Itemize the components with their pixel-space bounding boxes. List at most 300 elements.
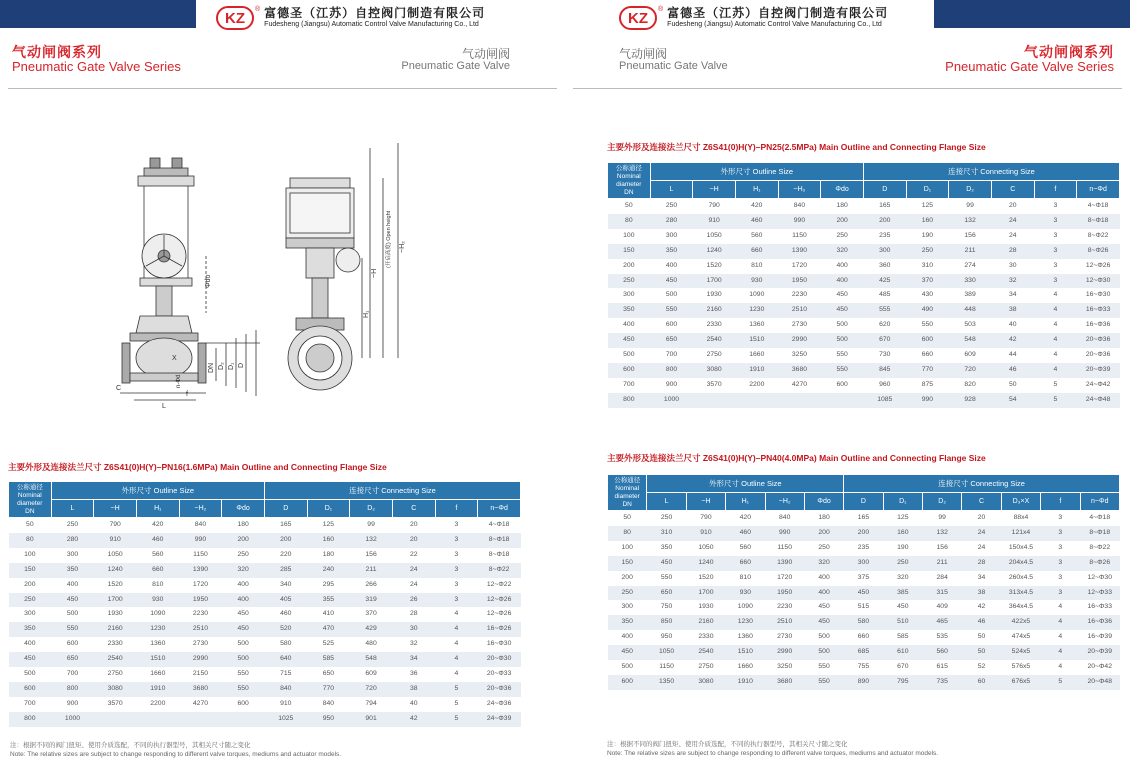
table-cell: 8~Φ22 [1087, 231, 1109, 239]
table-row [608, 660, 1120, 675]
table-cell: 125 [322, 521, 335, 528]
table-cell: 420 [152, 521, 164, 528]
footnote [607, 740, 938, 758]
table-cell: 670 [863, 333, 906, 348]
table-cell: 550 [818, 663, 830, 671]
table-cell: 450 [9, 652, 52, 667]
table-cell: 8~Φ18 [488, 550, 510, 558]
table-cell: 42 [977, 603, 986, 611]
table-cell: 16~Φ39 [1087, 633, 1112, 641]
table-cell: 3680 [765, 675, 804, 690]
table-cell: 24 [392, 563, 435, 578]
table-cell: 204x4.5 [1001, 556, 1040, 571]
table-cell: 700 [66, 670, 79, 678]
table-cell: 54 [991, 393, 1034, 408]
table-cell: 38 [962, 586, 1001, 601]
column-header: ~H₂ [765, 493, 804, 511]
table-cell: 1520 [698, 573, 714, 581]
table-cell: 1000 [51, 712, 94, 727]
table-row [608, 393, 1120, 408]
table-cell: 1700 [686, 586, 725, 601]
table-cell: 8~Φ18 [478, 533, 521, 548]
table-row [608, 229, 1120, 244]
company-name-en: Fudesheng (Jiangsu) Automatic Control Valve Manufacturing Co., Ltd [667, 21, 882, 28]
table-cell: 1510 [726, 645, 765, 660]
column-header: Φdo [821, 181, 864, 199]
column-header: ~H [686, 493, 725, 511]
table-cell: 1910 [726, 675, 765, 690]
table-cell: 500 [623, 351, 635, 359]
table-row [608, 363, 1120, 378]
table-cell: 755 [857, 663, 870, 671]
table-cell: 4 [1053, 321, 1058, 329]
header-bar [0, 0, 196, 28]
table-cell: 132 [350, 533, 393, 548]
table-cell: 385 [883, 586, 922, 601]
registered-mark-icon: ® [658, 6, 664, 13]
table-cell: 3 [1053, 202, 1058, 209]
table-row [608, 199, 1120, 214]
table-cell: 60 [962, 675, 1001, 690]
table-cell: 300 [665, 231, 678, 239]
label-d2: D₂ [218, 362, 225, 370]
table-row [608, 615, 1120, 630]
table-cell: 5 [435, 682, 478, 697]
table-cell: 560 [739, 543, 751, 551]
table-cell: 615 [936, 663, 948, 671]
table-cell: 284 [936, 573, 948, 581]
table-cell: 180 [818, 514, 830, 521]
table-cell: 800 [51, 682, 94, 697]
table-cell: 2200 [749, 380, 765, 388]
table-cell: 1950 [778, 274, 821, 289]
table-cell: 16~Φ36 [1080, 615, 1120, 630]
table-cell: 16~Φ30 [486, 640, 512, 648]
table-cell: 800 [608, 393, 651, 408]
column-header: n~Φd [1080, 493, 1120, 511]
company-logo [216, 6, 485, 30]
table-cell: 650 [322, 670, 335, 678]
table-cell: 500 [836, 321, 848, 329]
table-cell: 132 [949, 214, 992, 229]
table-cell: 2160 [686, 615, 725, 630]
table-cell: 790 [109, 521, 121, 528]
label-x: X [172, 355, 177, 362]
table-cell: 4 [454, 670, 459, 678]
table-cell: 250 [237, 550, 249, 558]
table-cell: 1025 [264, 712, 307, 727]
table-cell: 200 [264, 533, 307, 548]
table-cell: 1660 [737, 663, 753, 671]
table-cell: 400 [621, 633, 633, 641]
table-cell: 2730 [791, 321, 808, 329]
table-cell: 3 [435, 593, 478, 608]
series-title-cn: 气动闸阀系列 [12, 44, 102, 60]
table-cell: 20 [1008, 202, 1017, 209]
table-cell: 300 [66, 550, 79, 558]
label-l: L [162, 403, 166, 410]
table-cell: 20~Φ48 [1080, 675, 1120, 690]
subtitle-cn: 气动闸阀 [619, 47, 668, 61]
table-cell: 300 [863, 244, 906, 259]
table-cell: 550 [650, 303, 693, 318]
table-cell: 500 [222, 652, 265, 667]
table-cell: 44 [1008, 351, 1017, 359]
table-body [9, 518, 521, 727]
table-cell: 125 [897, 514, 909, 521]
table-cell: 3 [454, 521, 459, 528]
spec-table-pn25 [607, 162, 1120, 408]
table-cell: 640 [264, 652, 307, 667]
table-cell: 500 [66, 610, 79, 618]
table-cell: 422x5 [1001, 615, 1040, 630]
table-cell: 24 [991, 214, 1034, 229]
table-cell: 1520 [706, 261, 722, 269]
subtitle-en: Pneumatic Gate Valve [401, 60, 510, 72]
table-cell: 2230 [791, 291, 808, 299]
table-cell: 700 [623, 380, 635, 388]
column-header: f [1034, 181, 1077, 199]
table-cell: 150x4.5 [1008, 543, 1034, 551]
table-cell: 295 [322, 580, 335, 588]
table-cell: 685 [844, 645, 883, 660]
table-cell: 1520 [107, 580, 123, 588]
column-header: H₁ [726, 493, 765, 511]
table-cell: 16~Φ26 [478, 622, 521, 637]
table-cell: 4 [1058, 663, 1063, 671]
table-row [608, 556, 1120, 571]
table-row [608, 571, 1120, 586]
table-cell: 4 [1034, 303, 1077, 318]
table-cell: 250 [9, 593, 52, 608]
table-cell: 8~Φ22 [1089, 543, 1111, 551]
header-bar [934, 0, 1130, 28]
table-cell: 660 [921, 351, 934, 359]
table-cell: 3 [454, 550, 459, 558]
table-cell: 24~Φ42 [1085, 380, 1111, 388]
table-cell: 2750 [107, 670, 123, 678]
label-h1: H₁ [363, 310, 370, 318]
table-cell: 2330 [706, 321, 722, 329]
table-cell: 1510 [136, 652, 179, 667]
nominal-header-line: 公称通径 [16, 483, 43, 491]
table-cell: 3 [1034, 244, 1077, 259]
table-cell: 580 [280, 640, 292, 648]
table-title-pn25: 主要外形及连接法兰尺寸 Z6S41(0)H(Y)–PN25(2.5MPa) Main Outline and Connecting Flange Size [607, 142, 986, 152]
table-cell: 610 [883, 645, 922, 660]
table-cell: 770 [906, 363, 949, 378]
table-row [9, 667, 521, 682]
table-cell: 520 [264, 622, 307, 637]
table-cell: 400 [836, 261, 848, 269]
table-cell: 485 [879, 291, 891, 299]
label-f: f [186, 391, 188, 398]
table-cell: 180 [836, 202, 848, 209]
table-cell: 1230 [735, 303, 778, 318]
table-cell: 2540 [693, 333, 736, 348]
label-h: ~H [371, 268, 378, 278]
nominal-header-line: 公称通径 [615, 164, 642, 172]
table-cell: 700 [665, 351, 678, 359]
table-cell: 20~Φ39 [1077, 363, 1120, 378]
table-cell: 2230 [777, 603, 793, 611]
table-cell: 2200 [150, 699, 166, 707]
table-cell: 150 [608, 244, 651, 259]
label-d: D [238, 362, 245, 368]
company-name-cn: 富德圣（江苏）自控阀门制造有限公司 [667, 6, 889, 20]
table-cell: 50 [26, 521, 34, 528]
table-cell: 46 [962, 615, 1001, 630]
table-cell: 211 [350, 563, 393, 578]
table-cell: 4270 [192, 699, 209, 707]
table-cell: 1510 [735, 333, 778, 348]
table-cell: 715 [280, 670, 292, 678]
table-cell: 250 [608, 274, 651, 289]
table-cell: 8~Φ22 [478, 563, 521, 578]
table-cell: 3 [1053, 261, 1058, 269]
table-cell: 3 [454, 580, 459, 588]
table-cell: 160 [906, 214, 949, 229]
table-cell: 1930 [698, 603, 714, 611]
table-cell: 1050 [698, 543, 714, 551]
table-cell [94, 712, 137, 727]
subtitle-en: Pneumatic Gate Valve [619, 60, 728, 72]
header-divider [573, 88, 1122, 89]
table-cell: 548 [350, 652, 393, 667]
table-cell: 100 [623, 231, 635, 239]
table-cell: 460 [280, 610, 292, 618]
table-cell: 250 [660, 514, 673, 521]
table-cell: 200 [623, 261, 635, 269]
series-title-en: Pneumatic Gate Valve Series [12, 59, 181, 74]
table-cell: 30 [1008, 261, 1017, 269]
table-cell: 80 [9, 533, 52, 548]
table-cell: 330 [949, 274, 992, 289]
table-cell: 160 [307, 533, 350, 548]
table-cell: 300 [844, 556, 883, 571]
table-cell: 4~Φ18 [1089, 514, 1111, 521]
table-cell: 220 [280, 550, 292, 558]
table-cell: 42 [991, 333, 1034, 348]
table-cell: 450 [836, 291, 848, 299]
table-cell: 820 [964, 380, 976, 388]
table-cell: 42 [392, 712, 435, 727]
column-header: D₁ [883, 493, 922, 511]
table-cell: 930 [726, 586, 765, 601]
table-cell: 1660 [749, 351, 765, 359]
table-cell: 515 [857, 603, 870, 611]
table-row [9, 518, 521, 533]
table-row [608, 288, 1120, 303]
table-cell: 8~Φ18 [1077, 214, 1120, 229]
table-cell: 370 [906, 274, 949, 289]
table-cell: 12~Φ33 [1080, 586, 1120, 601]
table-cell: 350 [608, 615, 647, 630]
table-cell [821, 393, 864, 408]
table-cell: 450 [222, 622, 265, 637]
label-h2: ~H₂ [399, 241, 406, 253]
column-header: H₁ [735, 181, 778, 199]
table-cell: 1240 [94, 563, 137, 578]
table-cell: 3 [1034, 274, 1077, 289]
table-row [608, 600, 1120, 615]
table-cell: 200 [24, 580, 36, 588]
table-cell: 20~Φ42 [1087, 663, 1112, 671]
table-cell: 285 [264, 563, 307, 578]
table-cell: 2330 [698, 633, 714, 641]
table-row [608, 333, 1120, 348]
table-cell: 300 [621, 603, 633, 611]
table-cell: 720 [949, 363, 992, 378]
table-row [9, 637, 521, 652]
table-row [608, 348, 1120, 363]
table-cell: 448 [949, 303, 992, 318]
header-row [608, 163, 1120, 181]
table-cell: 370 [365, 610, 377, 618]
table-cell: 20 [409, 521, 418, 528]
table-cell: 5 [1034, 393, 1077, 408]
table-cell: 465 [923, 615, 962, 630]
table-cell: 5 [1041, 675, 1080, 690]
table-cell: 4~Φ18 [1087, 202, 1109, 209]
table-cell: 2540 [94, 652, 137, 667]
table-cell: 12~Φ26 [478, 593, 521, 608]
table-cell: 12~Φ26 [486, 610, 512, 618]
table-cell: 450 [650, 274, 693, 289]
table-cell: 3080 [686, 675, 725, 690]
table-cell: 3 [435, 563, 478, 578]
footnote [10, 741, 341, 759]
column-header: D₃×X [1001, 493, 1040, 511]
table-cell: 910 [693, 214, 736, 229]
table-cell: 450 [51, 593, 94, 608]
table-cell: 400 [237, 580, 249, 588]
table-cell: 320 [804, 556, 843, 571]
table-cell: 609 [964, 351, 976, 359]
table-cell: 600 [836, 380, 848, 388]
table-cell: 910 [686, 526, 725, 541]
table-cell: 600 [66, 640, 79, 648]
table-cell: 2150 [192, 670, 209, 678]
footnote-en: Note: The relative sizes are subject to change responding to different valve torques, mediums and actuator models. [10, 751, 342, 758]
table-cell: 450 [804, 615, 843, 630]
table-cell: 950 [660, 633, 673, 641]
table-cell: 24 [409, 580, 418, 588]
table-cell: 250 [818, 543, 830, 551]
table-cell: 500 [818, 633, 830, 641]
label-d1: D₁ [228, 362, 235, 370]
table-row [9, 622, 521, 637]
outline-size-header: 外形尺寸 Outline Size [647, 475, 844, 493]
table-cell: 2230 [192, 610, 209, 618]
nominal-header-line: diameter [17, 499, 43, 507]
table-cell: 1390 [765, 556, 804, 571]
table-cell: 850 [647, 615, 686, 630]
nominal-diameter-header [9, 482, 52, 518]
table-cell: 1240 [686, 556, 725, 571]
table-cell: 1150 [777, 543, 792, 551]
table-row [608, 630, 1120, 645]
table-cell: 500 [621, 663, 633, 671]
table-cell: 550 [821, 363, 864, 378]
table-cell: 1240 [693, 244, 736, 259]
column-header: D₂ [923, 493, 962, 511]
table-cell: 319 [350, 593, 393, 608]
table-cell: 4~Φ18 [488, 521, 510, 528]
connecting-size-header: 连接尺寸 Connecting Size [863, 163, 1119, 181]
table-cell: 1000 [650, 393, 693, 408]
table-cell: 1150 [193, 550, 208, 558]
company-logo [619, 6, 888, 30]
column-header: D₂ [350, 500, 393, 518]
table-cell: 80 [608, 526, 647, 541]
table-cell: 350 [608, 303, 651, 318]
table-cell: 576x5 [1011, 663, 1031, 671]
table-cell [693, 393, 736, 408]
table-row [9, 697, 521, 712]
table-row [608, 541, 1120, 556]
table-cell: 901 [350, 712, 393, 727]
table-cell: 1050 [107, 550, 123, 558]
table-row [608, 526, 1120, 541]
table-cell: 3 [1034, 214, 1077, 229]
table-cell: 28 [962, 556, 1001, 571]
table-cell: 900 [66, 699, 79, 707]
table-cell: 3680 [778, 363, 821, 378]
table-cell: 2510 [179, 622, 222, 637]
table-cell: 40 [409, 699, 418, 707]
table-cell: 795 [883, 675, 922, 690]
table-row [9, 712, 521, 727]
table-cell: 450 [608, 333, 651, 348]
column-header: D [264, 500, 307, 518]
table-cell: 1090 [749, 291, 765, 299]
table-cell: 20 [977, 514, 986, 521]
table-cell: 474x5 [1011, 633, 1031, 641]
table-cell: 2990 [765, 645, 804, 660]
table-cell: 313x4.5 [1001, 586, 1040, 601]
nominal-header-line: diameter [614, 492, 640, 500]
table-cell: 3 [1041, 556, 1080, 571]
table-cell: 400 [623, 321, 635, 329]
spec-table-pn40 [607, 474, 1120, 690]
table-cell: 840 [264, 682, 307, 697]
table-cell: 200 [844, 526, 883, 541]
column-header-row [608, 181, 1120, 199]
table-cell: 80 [608, 214, 651, 229]
connecting-size-header: 连接尺寸 Connecting Size [844, 475, 1120, 493]
table-cell: 676x5 [1001, 675, 1040, 690]
table-cell: 360 [879, 261, 891, 269]
table-cell: 550 [836, 351, 848, 359]
table-cell: 650 [647, 586, 686, 601]
table-cell: 4270 [791, 380, 808, 388]
table-cell: 735 [923, 675, 962, 690]
table-cell: 560 [751, 231, 763, 239]
table-cell: 1230 [136, 622, 179, 637]
table-cell: 266 [365, 580, 377, 588]
table-cell: 800 [9, 712, 52, 727]
table-cell: 910 [280, 699, 292, 707]
table-cell: 100 [621, 543, 633, 551]
table-cell: 3 [1041, 526, 1080, 541]
table-cell: 235 [857, 543, 870, 551]
table-cell: 524x5 [1001, 645, 1040, 660]
table-cell: 1150 [659, 663, 674, 671]
table-cell: 650 [650, 333, 693, 348]
table-row [608, 274, 1120, 289]
table-cell: 190 [897, 543, 909, 551]
